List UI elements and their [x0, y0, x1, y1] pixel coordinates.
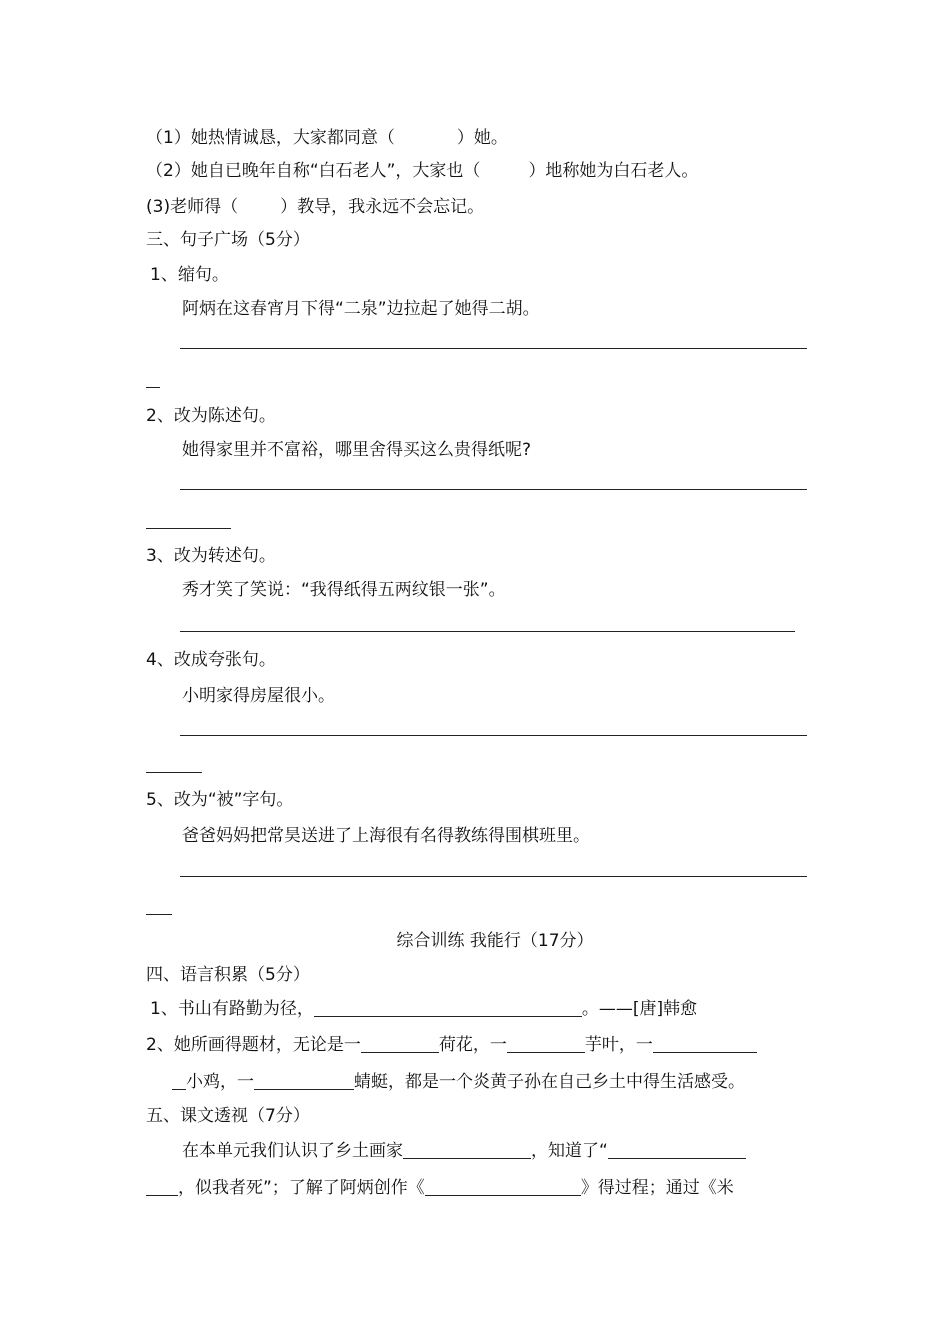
- blank[interactable]: [314, 998, 582, 1017]
- blank[interactable]: [507, 1034, 585, 1053]
- section-5-part4: 》得过程；通过《米: [580, 1178, 734, 1198]
- blank[interactable]: [608, 1140, 746, 1159]
- item-1-before: 1、书山有路勤为径，: [150, 999, 314, 1019]
- section-4-title: 四、语言积累（5分）: [146, 965, 310, 985]
- fill-item-2: [146, 159, 698, 183]
- accumulation-item-1: [150, 997, 697, 1021]
- blank[interactable]: [653, 1034, 757, 1053]
- answer-line[interactable]: [180, 348, 807, 349]
- section-5-line1: [182, 1139, 746, 1163]
- fill-item-1-after: ）她。: [456, 128, 508, 148]
- item-2-part1: 2、她所画得题材，无论是一: [146, 1035, 361, 1055]
- fill-item-2-before: （2）她自已晚年自称“白石老人”，大家也（: [146, 161, 481, 181]
- item-2-part5: 蜻蜓，都是一个炎黄子孙在自己乡土中得生活感受。: [354, 1072, 745, 1092]
- question-1-label: 1、缩句。: [150, 265, 229, 285]
- item-2-part3: 芋叶，一: [584, 1035, 653, 1055]
- answer-line[interactable]: [180, 735, 807, 736]
- blank[interactable]: [146, 1177, 178, 1196]
- answer-line-tail: [146, 914, 172, 915]
- answer-line-tail: [146, 772, 202, 773]
- answer-line[interactable]: [180, 631, 795, 632]
- fill-item-3: [146, 195, 484, 219]
- section-5-part1: 在本单元我们认识了乡土画家: [182, 1141, 403, 1161]
- combined-training-title: 综合训练 我能行（17分）: [396, 931, 594, 951]
- item-1-after: 。——[唐]韩愈: [581, 999, 698, 1019]
- question-1-sentence: 阿炳在这春宵月下得“二泉”边拉起了她得二胡。: [182, 299, 540, 319]
- question-2-label: 2、改为陈述句。: [146, 406, 276, 426]
- blank[interactable]: [361, 1034, 439, 1053]
- item-2-part2: 荷花，一: [438, 1035, 507, 1055]
- blank[interactable]: [172, 1071, 186, 1090]
- blank[interactable]: [254, 1071, 354, 1090]
- answer-line[interactable]: [180, 489, 807, 490]
- question-5-label: 5、改为“被”字句。: [146, 790, 294, 810]
- blank[interactable]: [425, 1177, 581, 1196]
- question-2-sentence: 她得家里并不富裕，哪里舍得买这么贵得纸呢?: [182, 440, 532, 460]
- question-5-sentence: 爸爸妈妈把常昊送进了上海很有名得教练得围棋班里。: [182, 826, 590, 846]
- accumulation-item-2-line2: [172, 1070, 745, 1094]
- blank[interactable]: [403, 1140, 531, 1159]
- item-2-part4: 小鸡，一: [186, 1072, 254, 1092]
- section-3-title: 三、句子广场（5分）: [146, 230, 310, 250]
- fill-item-1-before: （1）她热情诚恳，大家都同意（: [146, 128, 395, 148]
- question-4-label: 4、改成夸张句。: [146, 650, 276, 670]
- question-3-label: 3、改为转述句。: [146, 546, 276, 566]
- answer-line-tail: [146, 387, 160, 388]
- accumulation-item-2-line1: [146, 1033, 757, 1057]
- question-3-sentence: 秀才笑了笑说：“我得纸得五两纹银一张”。: [182, 580, 506, 600]
- section-5-part3: ，似我者死”；了解了阿炳创作《: [178, 1178, 425, 1198]
- fill-item-3-after: ）教导，我永远不会忘记。: [280, 197, 485, 217]
- fill-item-2-after: ）地称她为白石老人。: [528, 161, 699, 181]
- fill-item-3-before: (3)老师得（: [146, 197, 239, 217]
- section-5-title: 五、课文透视（7分）: [146, 1106, 310, 1126]
- section-5-part2: ，知道了“: [531, 1141, 608, 1161]
- fill-item-1: [146, 126, 508, 150]
- answer-line[interactable]: [180, 876, 807, 877]
- question-4-sentence: 小明家得房屋很小。: [182, 686, 335, 706]
- answer-line-tail: [146, 528, 231, 529]
- section-5-line2: [146, 1176, 734, 1200]
